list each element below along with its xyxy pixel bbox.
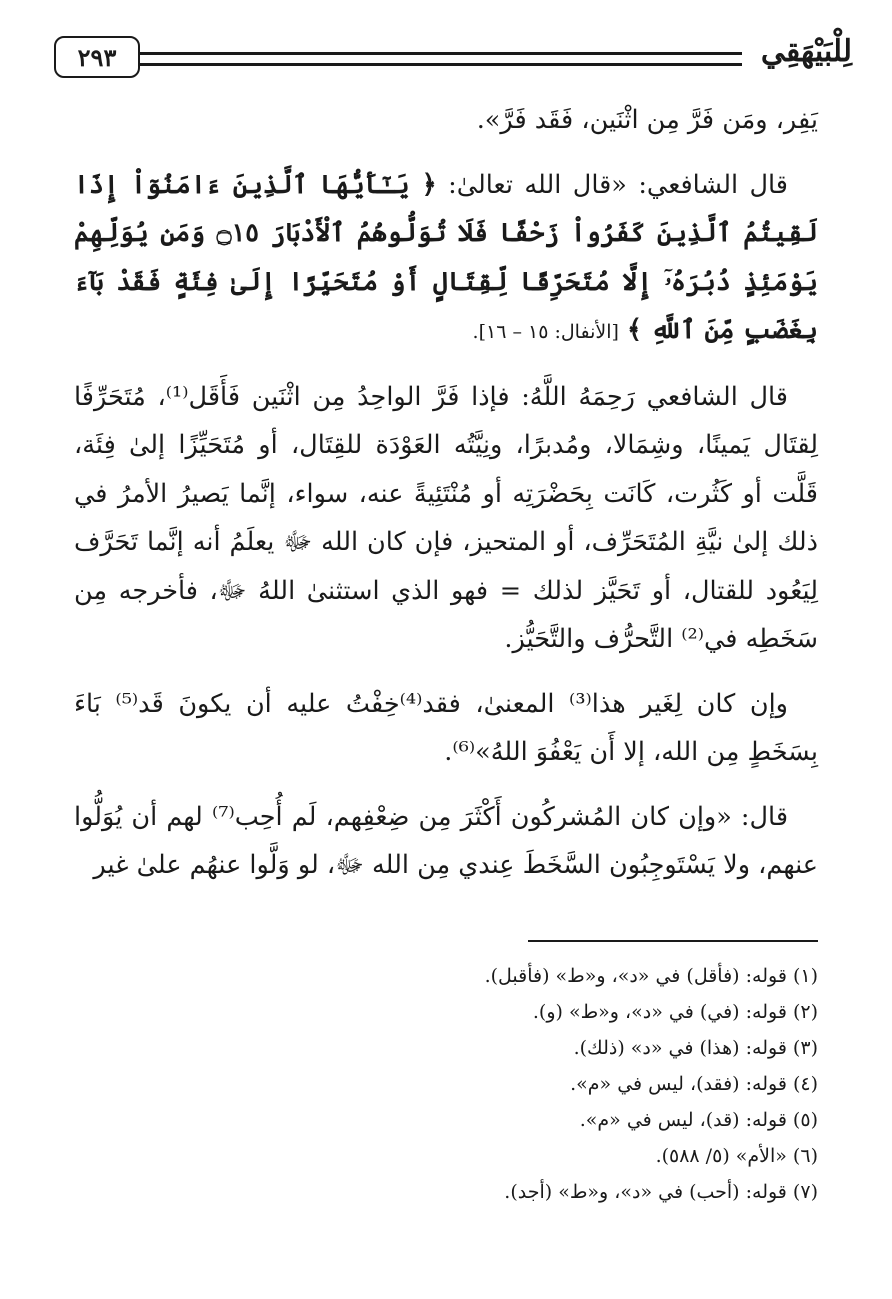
footnote: (٢) قوله: (في) في «د»، و«ط» (و). bbox=[532, 1001, 818, 1023]
footnote: (٧) قوله: (أحب) في «د»، و«ط» (أجد). bbox=[504, 1181, 818, 1203]
page-header bbox=[46, 18, 852, 80]
paragraph-1: يَفِر، ومَن فَرَّ مِن اثْنَين، فَقَد فَرَّ». bbox=[476, 105, 818, 135]
footnote: (٦) «الأم» (٥/ ٥٨٨). bbox=[655, 1145, 818, 1167]
page-number: ٢٩٣ bbox=[54, 36, 140, 78]
paragraph-5: قال: «وإن كان المُشركُون أَكْثَرَ مِن ضِعْفِهم، لَم أُحِب⁽⁷⁾ لهم أن يُوَلُّوا عنهم، ولا يَسْتَوجِبُون السَّخَطَ عِندي مِن الله ﷻ، لو وَلَّوا عنهُم علىٰ غير bbox=[74, 801, 818, 880]
footnote: (٣) قوله: (هذا) في «د» (ذلك). bbox=[573, 1037, 818, 1059]
header-rule bbox=[138, 52, 742, 66]
paragraph-2 bbox=[74, 161, 818, 357]
footnote: (٥) قوله: (قد)، ليس في «م». bbox=[579, 1109, 818, 1131]
footnotes bbox=[74, 958, 818, 1210]
paragraph-2-intro: قال الشافعي: «قال الله تعالىٰ: bbox=[436, 169, 788, 200]
footnote-divider bbox=[528, 940, 818, 942]
paragraph-4: وإن كان لِغَير هذا⁽³⁾ المعنىٰ، فقد⁽⁴⁾خِفْتُ عليه أن يكونَ قَد⁽⁵⁾ بَاءَ بِسَخَطٍ مِن الله، إلا أَن يَعْفُوَ اللهُ»⁽⁶⁾. bbox=[74, 688, 818, 767]
footnote: (٤) قوله: (فقد)، ليس في «م». bbox=[570, 1073, 818, 1095]
verse-reference: [الأنفال: ١٥ – ١٦]. bbox=[472, 321, 619, 343]
paragraph-3: قال الشافعي رَحِمَهُ اللَّهُ: فإذا فَرَّ الواحِدُ مِن اثْنَين فَأَقَل⁽¹⁾، مُتَحَرِّفًا لِقتَال يَمينًا، وشِمَالا، ومُدبرًا، ونِيَّتُه العَوْدَة للقِتَال، أو مُتَحَيِّزًا إلىٰ فِئَة، قَلَّت أو كَثُرت، كَانَت بِحَضْرَتِه أو مُنْتَئِيةً عنه، سواء، إنَّما يَصيرُ الأمرُ في ذلك إلىٰ نيَّةِ المُتَحَرِّف، أو المتحيز، فإن كان الله ﷻ يعلَمُ أنه إنَّما تَحَرَّف لِيَعُود للقتال، أو تَحَيَّز لذلك = فهو الذي استثنىٰ اللهُ ﷻ، فأخرجه مِن سَخَطِه في⁽²⁾ التَّحرُّف والتَّحَيُّز. bbox=[74, 381, 818, 654]
quran-verse: ﴿ يَـٰٓأَيُّهَا ٱلَّذِينَ ءَامَنُوٓاْ إِذَا لَقِيتُمُ ٱلَّذِينَ كَفَرُواْ زَحْفًا فَلَا تُوَلُّوهُمُ ٱلْأَدْبَارَ ۝١٥ وَمَن يُوَلِّهِمْ يَوْمَئِذٍ دُبُرَهُۥٓ إِلَّا مُتَحَرِّفًا لِّقِتَالٍ أَوْ مُتَحَيِّزًا إِلَىٰ فِئَةٍ فَقَدْ بَآءَ بِغَضَبٍ مِّنَ ٱللَّهِ ﴾ bbox=[74, 169, 818, 345]
footnote: (١) قوله: (فأقل) في «د»، و«ط» (فأقبل). bbox=[484, 965, 818, 987]
main-text bbox=[74, 96, 818, 906]
running-title: لِلْبَيْهَقِي bbox=[760, 34, 852, 69]
